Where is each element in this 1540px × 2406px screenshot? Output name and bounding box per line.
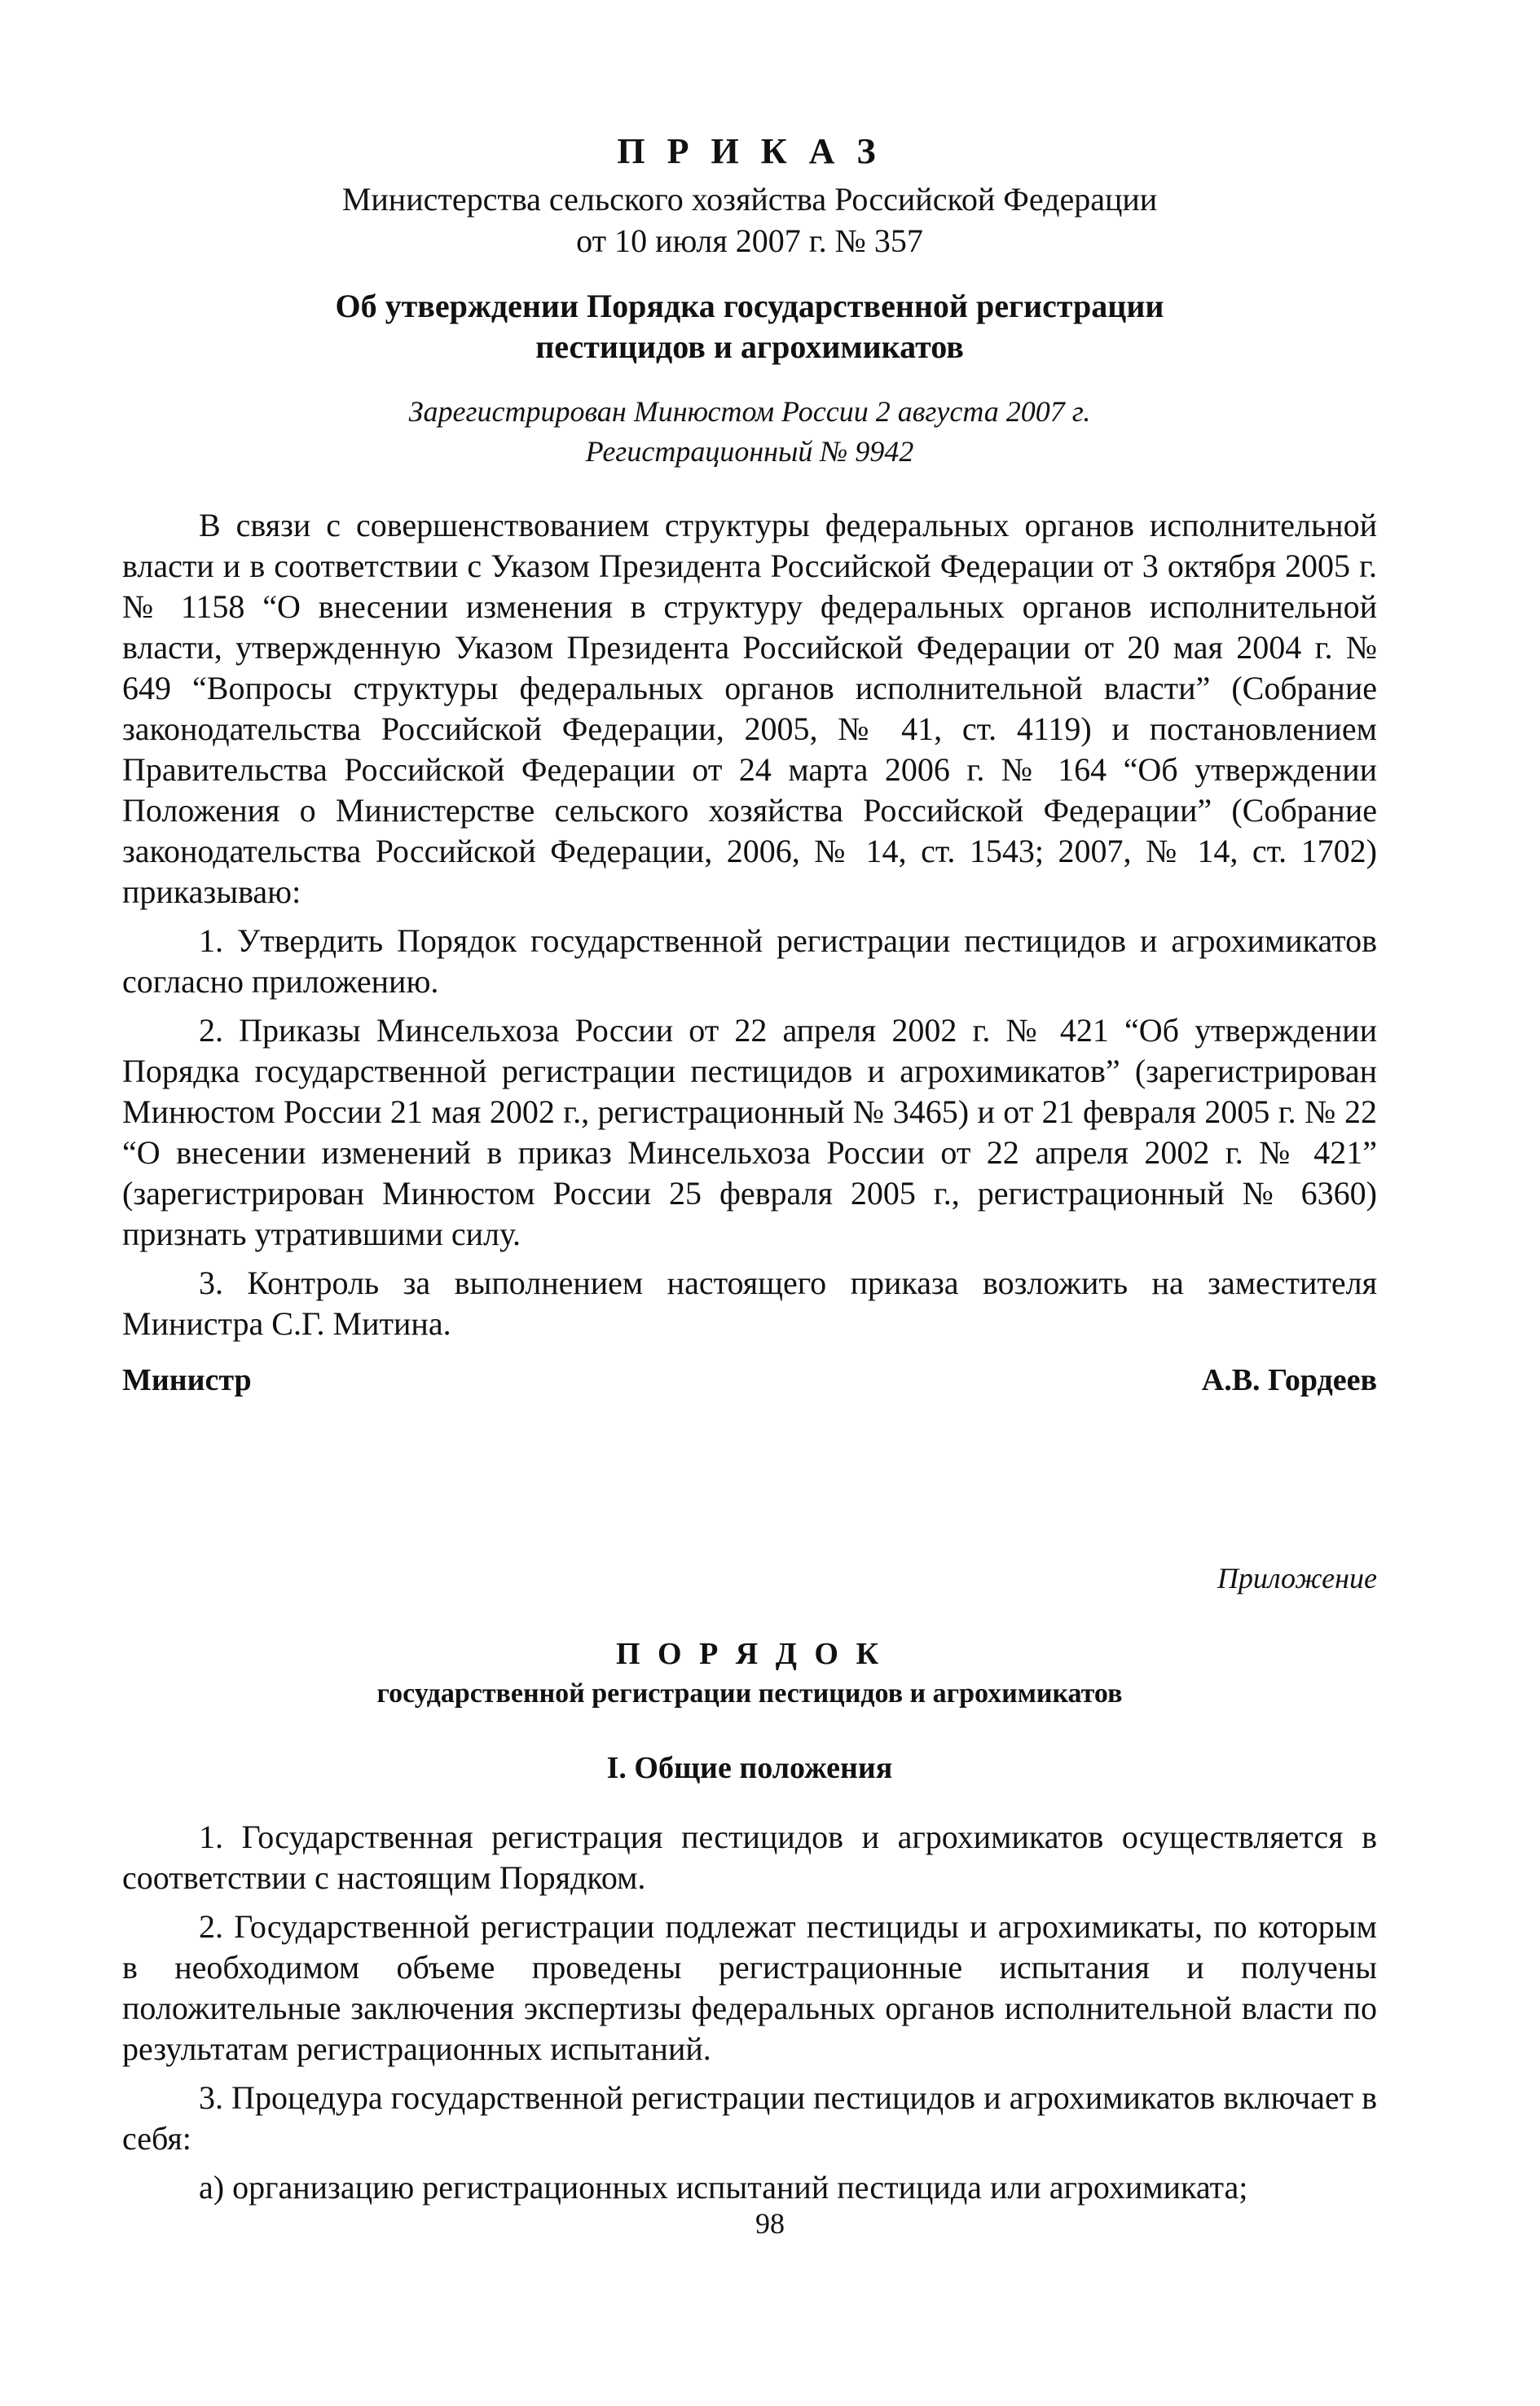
appendix-subtitle: государственной регистрации пестицидов и агрохимикатов: [376, 1678, 1123, 1709]
order-heading: [122, 286, 1377, 367]
appendix-paragraph: а) организацию регистрационных испытаний пестицида или агрохимиката;: [199, 2169, 1248, 2206]
order-body: [122, 505, 1377, 1344]
appendix-title: П О Р Я Д О К: [615, 1637, 884, 1672]
preamble-paragraph: В связи с совершенствованием структуры федеральных органов исполнительной власти и в соответствии с Указом Президента Российской Федерации от 3 октября 2005 г. № 1158 “О внесении изменения в структуру федеральных органов исполнительной власти, утвержденную Указом Президента Российской Федерации от 20 мая 2004 г. № 649 “Вопросы структуры федеральных органов исполнительной власти” (Собрание законодательства Российской Федерации, 2005, № 41, ст. 4119) и постановлением Правительства Российской Федерации от 24 марта 2006 г. № 164 “Об утверждении Положения о Министерстве сельского хозяйства Российской Федерации” (Собрание законодательства Российской Федерации, 2006, № 14, ст. 1543; 2007, № 14, ст. 1702) приказываю:: [122, 507, 1377, 911]
registration-line-2: Регистрационный № 9942: [585, 434, 914, 468]
appendix-paragraph: 1. Государственная регистрация пестицидов и агрохимикатов осуществляется в соответствии с настоящим Порядком.: [122, 1819, 1377, 1897]
signatory-name: А.В. Гордеев: [1201, 1363, 1377, 1398]
order-heading-line-2: пестицидов и агрохимикатов: [535, 328, 964, 366]
order-item: 1. Утвердить Порядок государственной регистрации пестицидов и агрохимикатов согласно приложению.: [122, 922, 1377, 1001]
document-page: [122, 130, 1377, 2208]
section-heading: I. Общие положения: [606, 1751, 893, 1786]
order-item: 2. Приказы Минсельхоза России от 22 апреля 2002 г. № 421 “Об утверждении Порядка государственной регистрации пестицидов и агрохимикатов” (зарегистрирован Минюстом России 21 мая 2002 г., регистрационный № 3465) и от 21 февраля 2005 г. № 22 “О внесении изменений в приказ Минсельхоза России от 22 апреля 2002 г. № 421” (зарегистрирован Минюстом России 25 февраля 2005 г., регистрационный № 6360) признать утратившими силу.: [122, 1012, 1377, 1253]
order-heading-line-1: Об утверждении Порядка государственной регистрации: [335, 288, 1164, 325]
appendix-label: Приложение: [1217, 1562, 1377, 1595]
registration-line-1: Зарегистрирован Минюстом России 2 августа 2007 г.: [408, 395, 1091, 429]
ministry-name: Министерства сельского хозяйства Российской Федерации: [341, 180, 1158, 218]
order-item: 3. Контроль за выполнением настоящего приказа возложить на заместителя Министра С.Г. Митина.: [122, 1265, 1377, 1343]
registration-note: [122, 392, 1377, 471]
appendix-paragraph: 3. Процедура государственной регистрации пестицидов и агрохимикатов включает в себя:: [122, 2079, 1377, 2157]
signature-block: [122, 1362, 1377, 1398]
page-number: 98: [755, 2207, 785, 2240]
order-date-number: от 10 июля 2007 г. № 357: [576, 222, 923, 259]
order-title: П Р И К А З: [617, 131, 882, 171]
appendix-paragraph: 2. Государственной регистрации подлежат пестициды и агрохимикаты, по которым в необходимом объеме проведены регистрационные испытания и получены положительные заключения экспертизы федеральных органов исполнительной власти по результатам регистрационных испытаний.: [122, 1908, 1377, 2068]
signatory-position: Министр: [122, 1363, 252, 1398]
appendix-body: [122, 1817, 1377, 2208]
